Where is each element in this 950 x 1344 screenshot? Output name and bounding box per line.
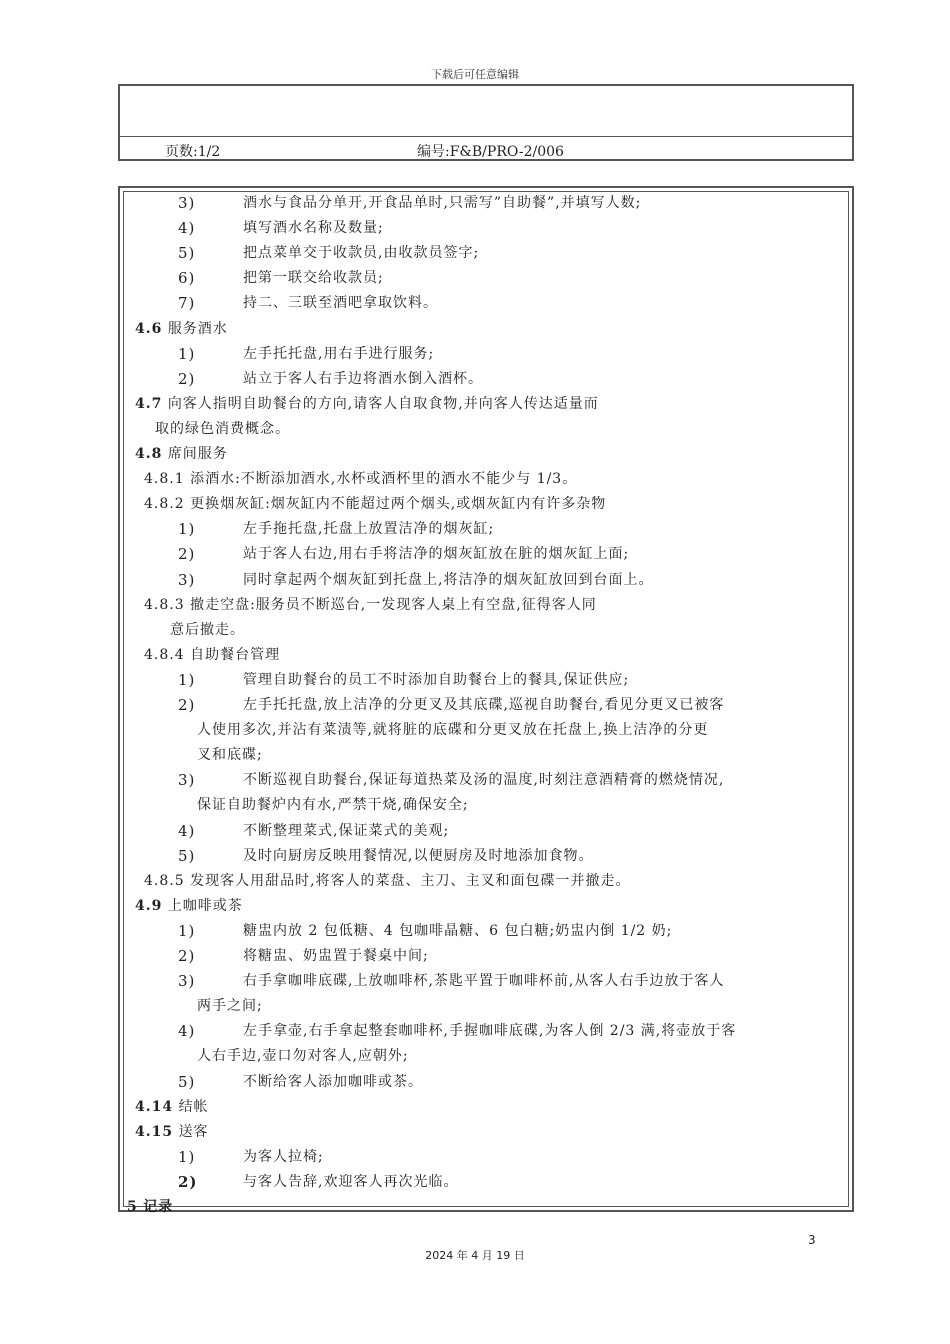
continuation-line: 意后撤走。 xyxy=(170,621,245,638)
section-number: 5 xyxy=(127,1199,138,1215)
section-title: 记录 xyxy=(143,1199,174,1215)
list-item-number: 1) xyxy=(178,1147,196,1166)
list-item-number: 4) xyxy=(178,1022,196,1041)
list-item-text: 不断整理菜式,保证菜式的美观; xyxy=(243,822,450,839)
continuation-line: 叉和底碟; xyxy=(197,747,263,764)
section-heading xyxy=(135,392,599,417)
list-item-text: 管理自助餐台的员工不时添加自助餐台上的餐具,保证供应; xyxy=(243,671,630,688)
list-item-number: 7) xyxy=(178,294,196,313)
section-heading xyxy=(135,894,243,919)
list-item-number: 4) xyxy=(178,219,196,238)
section-title: 上咖啡或茶 xyxy=(167,897,243,914)
section-heading xyxy=(135,317,228,342)
list-item-number: 3) xyxy=(178,972,196,991)
list-item-text: 糖盅内放 2 包低糖、4 包咖啡晶糖、6 包白糖;奶盅内倒 1/2 奶; xyxy=(243,922,673,939)
section-number: 4.7 xyxy=(135,395,163,412)
page-number: 3 xyxy=(808,1233,816,1247)
list-item-text: 填写酒水名称及数量; xyxy=(243,220,384,237)
list-item-number: 2) xyxy=(178,369,196,388)
section-title: 结帐 xyxy=(178,1098,209,1115)
subsection-line: 4.8.2 更换烟灰缸:烟灰缸内不能超过两个烟头,或烟灰缸内有许多杂物 xyxy=(144,496,607,513)
subsection-line: 4.8.3 撤走空盘:服务员不断巡台,一发现客人桌上有空盘,征得客人同 xyxy=(144,596,597,613)
section-heading xyxy=(135,1120,209,1145)
list-item-text: 持二、三联至酒吧拿取饮料。 xyxy=(243,295,438,312)
continuation-line: 取的绿色消费概念。 xyxy=(155,420,290,437)
section-number: 4.9 xyxy=(135,897,163,914)
list-item-text: 将糖盅、奶盅置于餐桌中间; xyxy=(243,948,429,964)
continuation-line: 人右手边,壶口勿对客人,应朝外; xyxy=(197,1048,409,1065)
list-item-number: 5) xyxy=(178,1072,196,1091)
section-heading xyxy=(135,1095,209,1120)
header-divider xyxy=(120,136,852,137)
list-item-number: 1) xyxy=(178,520,196,539)
section-title: 席间服务 xyxy=(167,446,228,462)
document-header-box xyxy=(118,84,854,161)
list-item-text: 酒水与食品分单开,开食品单时,只需写”自助餐”,并填写人数; xyxy=(243,195,642,211)
list-item-text: 与客人告辞,欢迎客人再次光临。 xyxy=(243,1173,459,1190)
subsection-line: 4.8.4 自助餐台管理 xyxy=(144,646,281,663)
list-item-text: 左手托托盘,放上洁净的分更叉及其底碟,巡视自助餐台,看见分更叉已被客 xyxy=(243,697,725,713)
list-item-text: 不断巡视自助餐台,保证每道热菜及汤的温度,时刻注意酒精膏的燃烧情况, xyxy=(243,772,725,789)
list-item-number: 4) xyxy=(178,821,196,840)
section-title: 服务酒水 xyxy=(167,320,228,337)
subsection-line: 4.8.1 添酒水:不断添加酒水,水杯或酒杯里的酒水不能少与 1/3。 xyxy=(144,471,578,488)
list-item-text: 不断给客人添加咖啡或茶。 xyxy=(243,1073,423,1090)
footer-date: 2024 年 4 月 19 日 xyxy=(425,1249,525,1262)
list-item-number: 2) xyxy=(178,696,196,714)
document-code: 编号:F&B/PRO-2/006 xyxy=(417,144,564,160)
page-count: 页数:1/2 xyxy=(165,144,221,160)
subsection-line: 4.8.5 发现客人用甜品时,将客人的菜盘、主刀、主叉和面包碟一并撤走。 xyxy=(144,872,631,889)
section-heading xyxy=(135,442,228,467)
list-item-number: 2) xyxy=(178,1172,198,1191)
continuation-line: 保证自助餐炉内有水,严禁干烧,确保安全; xyxy=(197,797,469,814)
list-item-number: 1) xyxy=(178,344,196,363)
list-item-number: 3) xyxy=(178,570,196,589)
section-title: 送客 xyxy=(178,1123,209,1140)
list-item-number: 3) xyxy=(178,194,196,212)
list-item-text: 把点菜单交于收款员,由收款员签字; xyxy=(243,245,480,262)
list-item-text: 为客人拉椅; xyxy=(243,1148,324,1165)
list-item-number: 3) xyxy=(178,771,196,790)
list-item-text: 站立于客人右手边将酒水倒入酒杯。 xyxy=(243,370,483,387)
section-number: 4.8 xyxy=(135,446,163,462)
continuation-line: 人使用多次,并沾有菜渍等,就将脏的底碟和分更叉放在托盘上,换上洁净的分更 xyxy=(197,722,709,739)
list-item-number: 5) xyxy=(178,846,196,865)
list-item-text: 站于客人右边,用右手将洁净的烟灰缸放在脏的烟灰缸上面; xyxy=(243,546,630,563)
section-number: 4.6 xyxy=(135,320,163,337)
list-item-number: 2) xyxy=(178,947,196,965)
list-item-text: 及时向厨房反映用餐情况,以便厨房及时地添加食物。 xyxy=(243,847,594,864)
list-item-number: 2) xyxy=(178,545,196,564)
section-title: 向客人指明自助餐台的方向,请客人自取食物,并向客人传达适量而 xyxy=(167,395,599,412)
list-item-text: 左手托托盘,用右手进行服务; xyxy=(243,345,435,362)
list-item-text: 左手拿壶,右手拿起整套咖啡杯,手握咖啡底碟,为客人倒 2/3 满,将壶放于客 xyxy=(243,1023,737,1040)
top-section-heading xyxy=(127,1195,173,1220)
list-item-number: 6) xyxy=(178,269,196,288)
list-item-number: 1) xyxy=(178,670,196,689)
list-item-text: 同时拿起两个烟灰缸到托盘上,将洁净的烟灰缸放回到台面上。 xyxy=(243,571,654,588)
section-number: 4.14 xyxy=(135,1098,174,1115)
section-number: 4.15 xyxy=(135,1123,174,1140)
list-item-text: 右手拿咖啡底碟,上放咖啡杯,茶匙平置于咖啡杯前,从客人右手边放于客人 xyxy=(243,973,725,990)
list-item-number: 1) xyxy=(178,921,196,940)
list-item-text: 把第一联交给收款员; xyxy=(243,270,384,287)
continuation-line: 两手之间; xyxy=(197,998,263,1015)
list-item-text: 左手拖托盘,托盘上放置洁净的烟灰缸; xyxy=(243,521,495,538)
list-item-number: 5) xyxy=(178,244,196,263)
top-note: 下载后可任意编辑 xyxy=(431,68,519,81)
